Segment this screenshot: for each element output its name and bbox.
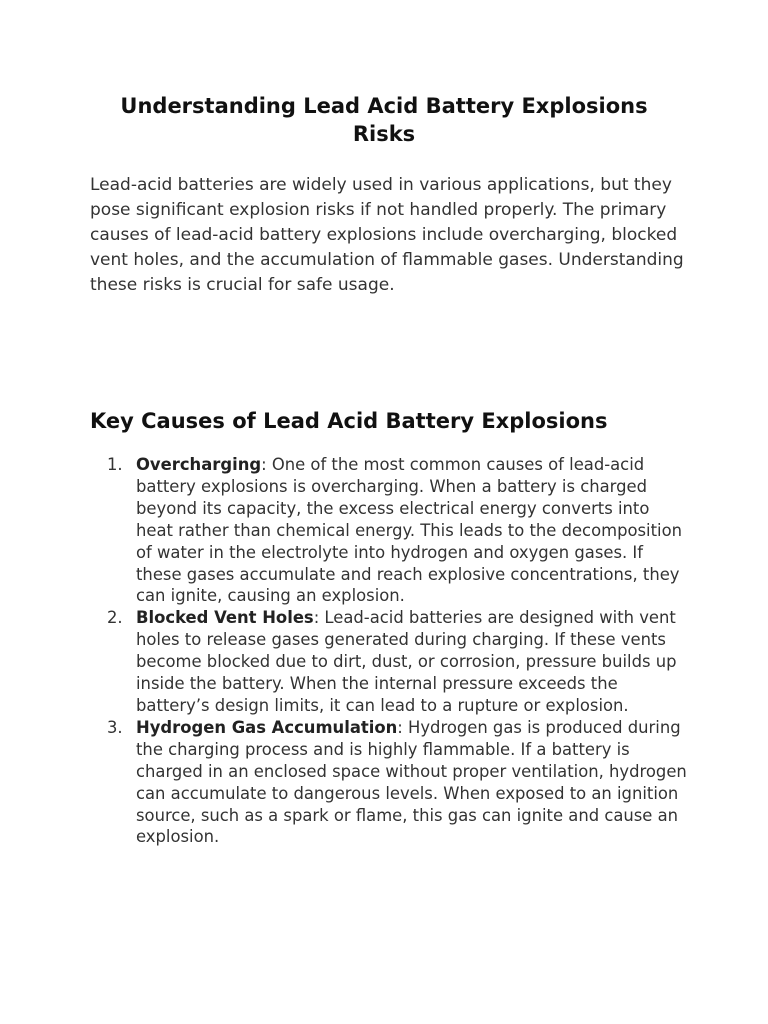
cause-description: : One of the most common causes of lead-acid battery explosions is overcharging. When a battery is charged beyond its capacity, the excess electrical energy converts into heat rather than chemical energy. This leads to the decomposition of water in the electrolyte into hydrogen and oxygen gases. If these gases accumulate and reach explosive concentrations, they can ignite, causing an explosion. [136,455,682,606]
cause-term: Blocked Vent Holes [136,608,314,628]
cause-item-overcharging [90,454,690,607]
cause-item-blocked-vent-holes [90,607,690,717]
intro-paragraph: Lead-acid batteries are widely used in various applications, but they pose significant explosion risks if not handled properly. The primary causes of lead-acid battery explosions include overcharging, blocked vent holes, and the accumulation of flammable gases. Understanding these risks is crucial for safe usage. [90,175,684,295]
causes-list [90,454,690,848]
cause-description: : Lead-acid batteries are designed with vent holes to release gases generated during charging. If these vents become blocked due to dirt, dust, or corrosion, pressure builds up inside the battery. When the internal pressure exceeds the battery’s design limits, it can lead to a rupture or explosion. [136,608,677,715]
cause-description: : Hydrogen gas is produced during the charging process and is highly flammable. If a battery is charged in an enclosed space without proper ventilation, hydrogen can accumulate to dangerous levels. When exposed to an ignition source, such as a spark or flame, this gas can ignite and cause an explosion. [136,717,687,847]
section-heading: Key Causes of Lead Acid Battery Explosions [90,409,608,433]
cause-number: 2. [107,608,123,628]
cause-number: 1. [107,455,123,474]
cause-item-hydrogen-gas-accumulation [90,717,690,848]
cause-term: Hydrogen Gas Accumulation [136,717,398,737]
document-title: Understanding Lead Acid Battery Explosions Risks [120,94,648,146]
cause-number: 3. [107,717,123,737]
cause-term: Overcharging [136,455,262,474]
